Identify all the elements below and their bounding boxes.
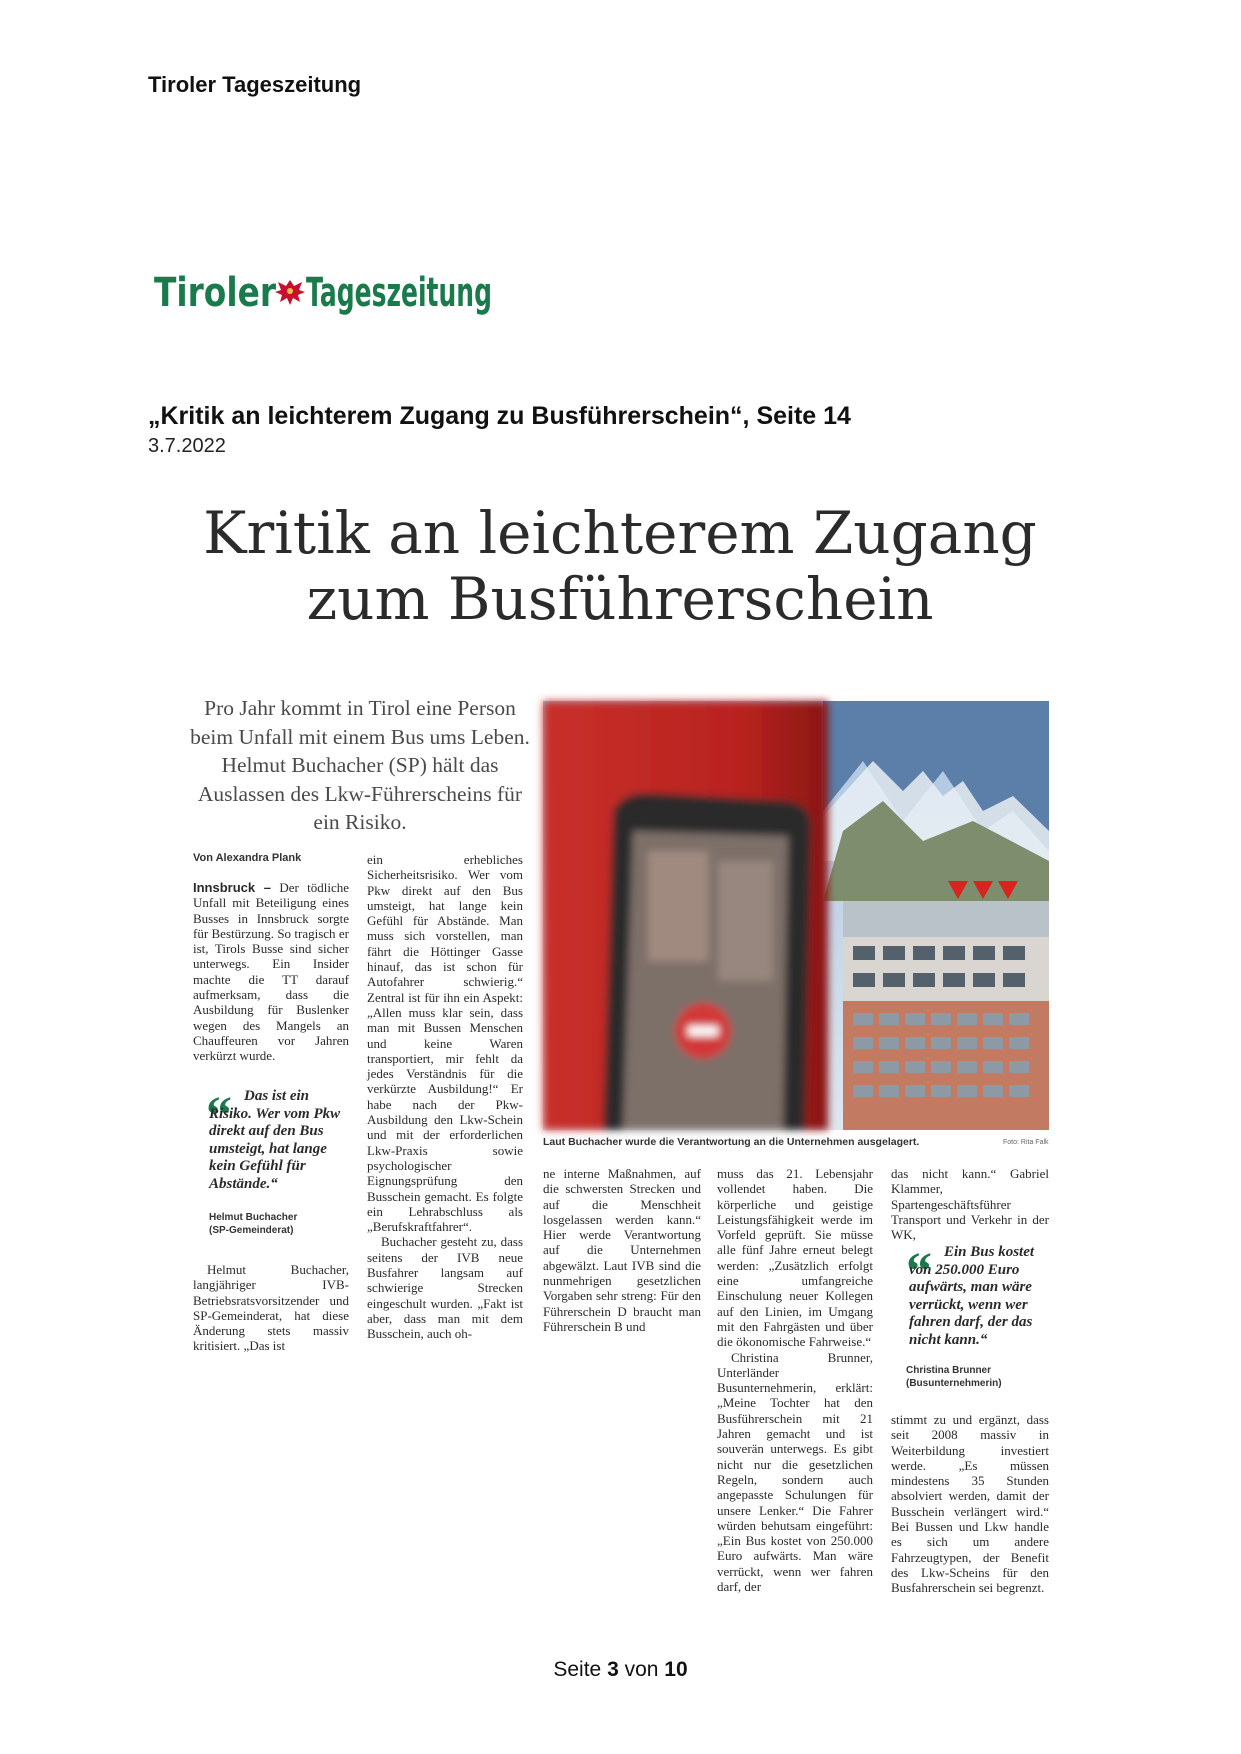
- col5-paragraph-1: das nicht kann.“ Gabriel Klammer, Spartengeschäftsführer Transport und Verkehr in der WK,: [891, 1166, 1049, 1243]
- col5-paragraph-2: stimmt zu und ergänzt, dass seit 2008 massiv in Weiterbildung investiert werde. „Es müssen mindestens 35 Stunden absolviert werden, damit der Busschein verlängert wird.“ Bei Bussen und Lkw handle es sich um andere Fahrzeugtypen, der Benefit des Lkw-Scheins für den Busfahrerschein sei begrenzt.: [891, 1412, 1049, 1596]
- byline: Von Alexandra Plank: [193, 852, 302, 864]
- quote-mark-icon-2: “: [906, 1243, 932, 1300]
- eagle-icon: [275, 280, 305, 305]
- article-column-2: [367, 852, 523, 1348]
- col3-paragraph-1: ne interne Maßnahmen, auf die schwersten Strecken und auf die Menschheit losgelassen werden kann.“ Hier werde Verantwortung auf die Unternehmen abgewälzt. Laut IVB sind die nunmehrigen gesetzlichen Vorgaben sehr streng: Für den Führerschein D braucht man Führerschein B und: [543, 1166, 701, 1334]
- article-column-5: [891, 1166, 1049, 1243]
- clip-date: 3.7.2022: [148, 435, 226, 457]
- article-lead: Pro Jahr kommt in Tirol eine Person beim Unfall mit einem Bus ums Leben. Helmut Buchacher (SP) hält das Auslassen des Lkw-Führerscheins für ein Risiko.: [190, 696, 530, 834]
- col4-paragraph-2: Christina Brunner, Unterländer Busunternehmerin, erklärt: „Meine Tochter hat den Busführerschein mit 21 Jahren gemacht und ist souverän unterwegs. Es gibt nicht nur die gesetzlichen Regeln, sondern auch angepasste Schulungen für unsere Lenker.“ Die Fahrer würden behutsam eingeführt: „Ein Bus kostet von 250.000 Euro aufwärts. Man wäre verrückt, wenn wer fahren darf, der: [717, 1349, 873, 1595]
- publication-header: Tiroler Tageszeitung: [148, 72, 362, 97]
- col2-paragraph-1: ein erhebliches Sicherheitsrisiko. Wer vom Pkw direkt auf den Bus umsteigt, hat lange kein Gefühl für Abstände. Man muss sich vorstellen, man fährt die Höttinger Gasse hinauf, das ist schon für Autofahrer schwierig.“ Zentral ist für ihn ein Aspekt: „Allen muss klar sein, dass man mit Bussen Menschen und keine Waren transportiert, mir fehlt da jedes Verständnis für die verkürzte Ausbildung!“ Er habe nach der Pkw-Ausbildung den Lkw-Schein und mit der erforderlichen Lkw-Praxis sowie psychologischer Eignungsprüfung den Busschein gemacht. Es folgte ein Lehrabschluss als „Berufskraftfahrer“.: [367, 852, 523, 1235]
- pull-quote-1-author: Helmut Buchacher (SP-Gemeinderat): [209, 1212, 298, 1236]
- article-column-5b: [891, 1412, 1049, 1612]
- ivb-logo-icon: [948, 881, 1018, 899]
- col4-paragraph-1: muss das 21. Lebensjahr vollendet haben. Die körperliche und geistige Leistungsfähigkeit werde im Vorfeld geprüft. Sie müsse alle fünf Jahre erneut belegt werden: „Zusätzlich erfolgt eine umfangreiche Einschulung neuer Kollegen auf den Linien, im Umgang mit den Fahrgästen und über die ökonomische Fahrweise.“: [717, 1166, 873, 1350]
- photo-caption: Laut Buchacher wurde die Verantwortung an die Unternehmen ausgelagert.: [543, 1136, 920, 1148]
- article-column-1b: [193, 1262, 349, 1354]
- pull-quote-2: Ein Bus kostet von 250.000 Euro aufwärts, man wäre verrückt, wenn wer fahren darf, der das nicht kann.“: [909, 1244, 1035, 1348]
- current-page-number: 3: [607, 1658, 619, 1681]
- page-footer: Seite 3 von 10: [553, 1658, 688, 1681]
- col1-paragraph-2: Helmut Buchacher, langjähriger IVB-Betriebsratsvorsitzender und SP-Gemeinderat, hat diese Änderung stets massiv kritisiert. „Das ist: [193, 1262, 349, 1354]
- logo-text-tageszeitung: Tageszeitung: [306, 270, 492, 316]
- quote-mark-icon: “: [206, 1087, 232, 1144]
- headline-line-1: Kritik an leichterem Zugang: [203, 499, 1037, 567]
- pull-quote-2-author: Christina Brunner (Busunternehmerin): [906, 1365, 1002, 1389]
- col2-paragraph-2: Buchacher gesteht zu, dass seitens der IVB neue Busfahrer langsam auf schwierige Strecken eingeschult wurden. „Fakt ist aber, dass man mit dem Busschein, auch oh-: [367, 1234, 523, 1342]
- article-column-4: [717, 1166, 873, 1612]
- dateline-place: Innsbruck –: [193, 880, 272, 895]
- photo-credit: Foto: Rita Falk: [1003, 1139, 1049, 1146]
- clip-title: „Kritik an leichterem Zugang zu Busführerschein“, Seite 14: [148, 402, 851, 430]
- total-page-count: 10: [664, 1658, 688, 1681]
- article-column-1: [193, 880, 349, 1068]
- col1-paragraph-1: Der tödliche Unfall mit Beteiligung eines Busses in Innsbruck sorgte für Bestürzung. So tragisch er ist, Tirols Busse sind sicher unterwegs. Ein Insider machte die TT darauf aufmerksam, dass die Ausbildung für Buslenker wegen des Mangels an Chauffeuren vor Jahren verkürzt wurde.: [193, 880, 350, 1064]
- headline-line-2: zum Busführerschein: [306, 565, 934, 633]
- article-column-3: [543, 1166, 701, 1356]
- pull-quote-1: Das ist ein Risiko. Wer vom Pkw direkt auf den Bus umsteigt, hat lange kein Gefühl für Abstände.“: [209, 1088, 341, 1192]
- logo-text-tiroler: Tiroler: [154, 270, 277, 316]
- article-headline: [200, 500, 1040, 632]
- article-photo: [543, 701, 1049, 1130]
- newspaper-logo: [154, 262, 494, 322]
